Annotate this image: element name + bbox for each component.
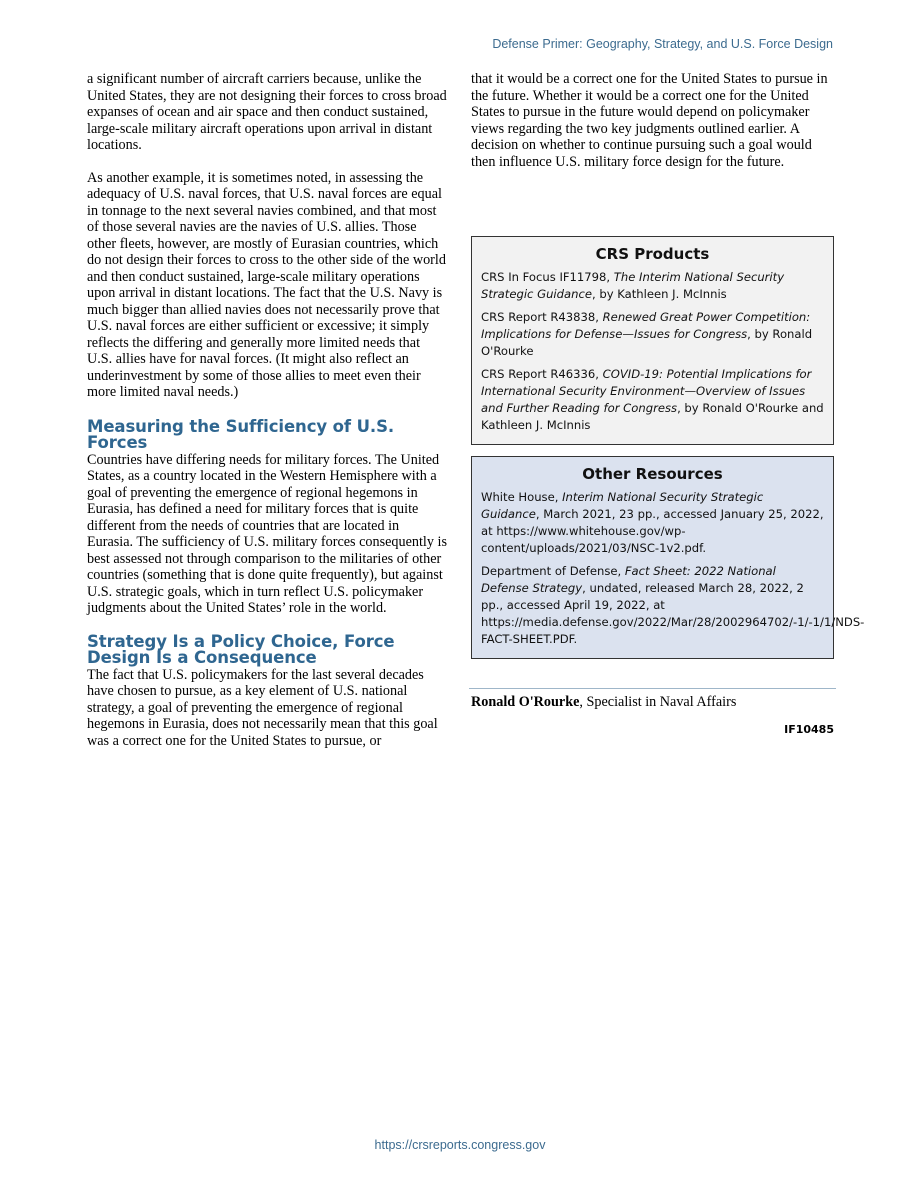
entry-prefix: CRS Report R46336, <box>481 367 603 381</box>
entry-title: Interim National Security Strategic Guidance <box>481 490 764 521</box>
left-paragraph-3: Countries have differing needs for military forces. The United States, as a country located in the Western Hemisphere with a goal of preventing the emergence of regional hegemons in Eurasia, has defined a need for military forces that is quite different from the needs of countries that are located in Eurasia. The sufficiency of U.S. military forces consequently is best assessed not through comparison to the militaries of other countries (something that is done quite frequently), but against U.S. strategic goals, which in turn reflect U.S. policymaker judgments about the United States’ role in the world. <box>87 451 447 616</box>
author-name: Ronald O'Rourke <box>471 694 580 710</box>
entry-suffix: , by Ronald O'Rourke <box>481 327 813 358</box>
crs-product-entry <box>481 269 824 303</box>
left-paragraph-1: a significant number of aircraft carriers because, unlike the United States, they are not designing their forces to cross broad expanses of ocean and air space and then conduct sustained, large-scale military aircraft operations upon arrival in distant locations. <box>87 71 447 153</box>
left-column <box>87 71 447 749</box>
author-divider <box>469 688 836 689</box>
entry-suffix: , March 2021, 23 pp., accessed January 25, 2022, at https://www.whitehouse.gov/wp-content/uploads/2021/03/NSC-1v2.pdf. <box>481 507 824 555</box>
right-paragraph-1: that it would be a correct one for the United States to pursue in the future. Whether it would be a correct one for the United States to pursue in the future would depend on policymaker views regarding the two key judgments outlined earlier. A decision on whether to continue pursuing such a goal would then influence U.S. military force design for the future. <box>471 71 828 170</box>
crs-products-title: CRS Products <box>595 245 710 263</box>
running-header-title: Defense Primer: Geography, Strategy, and U.S. Force Design <box>492 37 833 51</box>
other-resources-title: Other Resources <box>582 465 723 483</box>
author-role: , Specialist in Naval Affairs <box>579 694 737 710</box>
entry-prefix: Department of Defense, <box>481 564 625 578</box>
entry-suffix: , by Ronald O'Rourke and Kathleen J. McInnis <box>481 401 824 432</box>
entry-prefix: CRS In Focus IF11798, <box>481 270 614 284</box>
section-heading-measuring-sufficiency: Measuring the Sufficiency of U.S. Forces <box>87 416 395 452</box>
right-column <box>471 71 835 170</box>
entry-title: The Interim National Security Strategic Guidance <box>481 270 785 301</box>
crs-product-entry <box>481 366 824 434</box>
other-resources-box <box>471 456 865 659</box>
entry-prefix: White House, <box>481 490 563 504</box>
entry-suffix: , undated, released March 28, 2022, 2 pp., accessed April 19, 2022, at https://media.defense.gov/2022/Mar/28/2002964702/-1/-1/1/NDS-FACT-SHEET.PDF. <box>481 581 865 646</box>
footer-url-link[interactable]: https://crsreports.congress.gov <box>374 1138 546 1152</box>
entry-title: Renewed Great Power Competition: Implications for Defense—Issues for Congress <box>481 310 811 341</box>
crs-product-entry <box>481 309 824 360</box>
left-paragraph-2: As another example, it is sometimes noted, in assessing the adequacy of U.S. naval forces, that U.S. naval forces are equal in tonnage to the next several navies combined, and that most of those several navies are the navies of U.S. allies. Those other fleets, however, are mostly of Eurasian countries, which do not design their forces to cross to the other side of the world and then conduct sustained, large-scale military operations upon arrival in distant locations. The fact that the U.S. Navy is much bigger than allied navies does not necessarily prove that U.S. naval forces are either sufficient or excessive; it simply reflects the differing and generally more limited needs that U.S. allies have for naval forces. (It might also reflect an underinvestment by some of those allies to meet even their more limited naval needs.) <box>87 169 446 400</box>
entry-prefix: CRS Report R43838, <box>481 310 603 324</box>
crs-products-box <box>471 236 834 445</box>
document-id: IF10485 <box>784 723 834 736</box>
entry-title: Fact Sheet: 2022 National Defense Strategy <box>481 564 776 595</box>
author-credit <box>471 694 736 710</box>
other-resource-entry <box>481 563 865 648</box>
other-resource-entry <box>481 489 824 557</box>
entry-title: COVID-19: Potential Implications for International Security Environment—Overview of Issues and Further Reading for Congress <box>481 367 812 415</box>
left-paragraph-4: The fact that U.S. policymakers for the last several decades have chosen to pursue, as a key element of U.S. national strategy, a goal of preventing the emergence of regional hegemons in Eurasia, does not necessarily mean that this goal was a correct one for the United States to pursue, or <box>87 666 438 749</box>
entry-suffix: , by Kathleen J. McInnis <box>591 287 727 301</box>
section-heading-strategy-policy-choice: Strategy Is a Policy Choice, Force Design Is a Consequence <box>87 631 395 667</box>
